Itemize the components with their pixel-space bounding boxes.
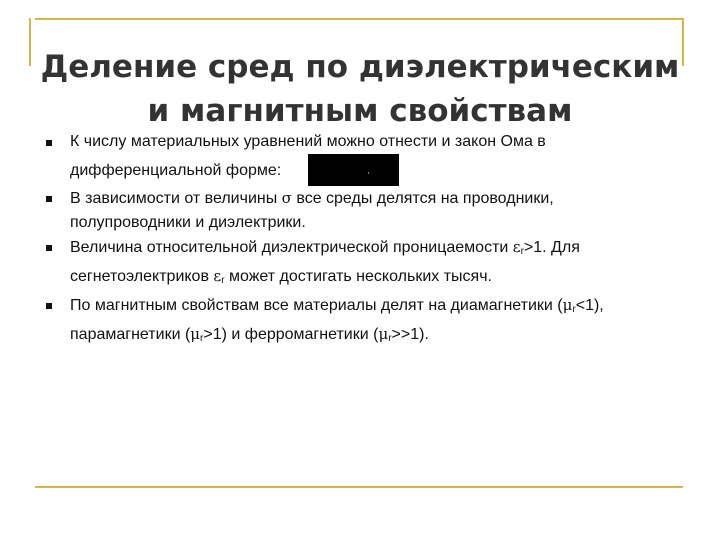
bullet-text: [70, 186, 665, 235]
square-bullet-icon: [46, 245, 52, 251]
slide-title: [30, 45, 690, 133]
slide-title-line-2: и магнитным свойствам: [147, 92, 573, 129]
mu-symbol: μ: [190, 325, 201, 343]
magnetic-text-part-4: >>1).: [391, 326, 429, 343]
bullet-text: [70, 235, 665, 293]
permittivity-text-part-3: может достигать нескольких тысяч.: [224, 268, 492, 285]
bottom-frame-line: [35, 486, 683, 488]
bullet-item-magnetic-properties: [45, 293, 665, 351]
mu-subscript: r: [572, 304, 576, 315]
slide-title-line-1: Деление сред по диэлектрическим: [40, 48, 680, 85]
magnetic-text-part-3: >1) и ферромагнетики (: [203, 326, 379, 343]
mu-subscript: r: [388, 333, 392, 344]
square-bullet-icon: [46, 196, 52, 202]
permittivity-text-part-1: Величина относительной диэлектрической проницаемости: [70, 239, 513, 256]
epsilon-subscript: r: [221, 275, 225, 286]
bullet-item-ohm-law: [45, 130, 665, 186]
conductivity-text-part-1: В зависимости от величины: [70, 190, 282, 207]
permittivity-text-part-2: >1. Для сегнетоэлектриков: [70, 239, 580, 285]
magnetic-text-part-1: По магнитным свойствам все материалы делят на диамагнетики (: [70, 297, 563, 314]
bullet-item-conductivity: [45, 186, 665, 235]
bullet-list: [45, 130, 665, 351]
bullet-text: [70, 130, 665, 186]
epsilon-symbol: ε: [512, 238, 521, 256]
ohm-law-equation-image: [308, 154, 399, 186]
epsilon-subscript: r: [520, 246, 524, 257]
sigma-symbol: σ: [281, 189, 292, 207]
magnetic-text-part-2: <1), парамагнетики (: [70, 297, 604, 343]
bullet-item-dielectric-permittivity: [45, 235, 665, 293]
square-bullet-icon: [46, 140, 52, 146]
square-bullet-icon: [46, 303, 52, 309]
bullet-text: [70, 293, 665, 351]
conductivity-text-part-2: все среды делятся на проводники, полупроводники и диэлектрики.: [70, 190, 554, 231]
ohm-law-text: К числу материальных уравнений можно отнести и закон Ома в дифференциальной форме:: [70, 133, 546, 179]
mu-subscript: r: [200, 333, 204, 344]
epsilon-symbol: ε: [213, 267, 222, 285]
top-frame-line: [35, 18, 683, 20]
mu-symbol: μ: [562, 296, 573, 314]
mu-symbol: μ: [378, 325, 389, 343]
